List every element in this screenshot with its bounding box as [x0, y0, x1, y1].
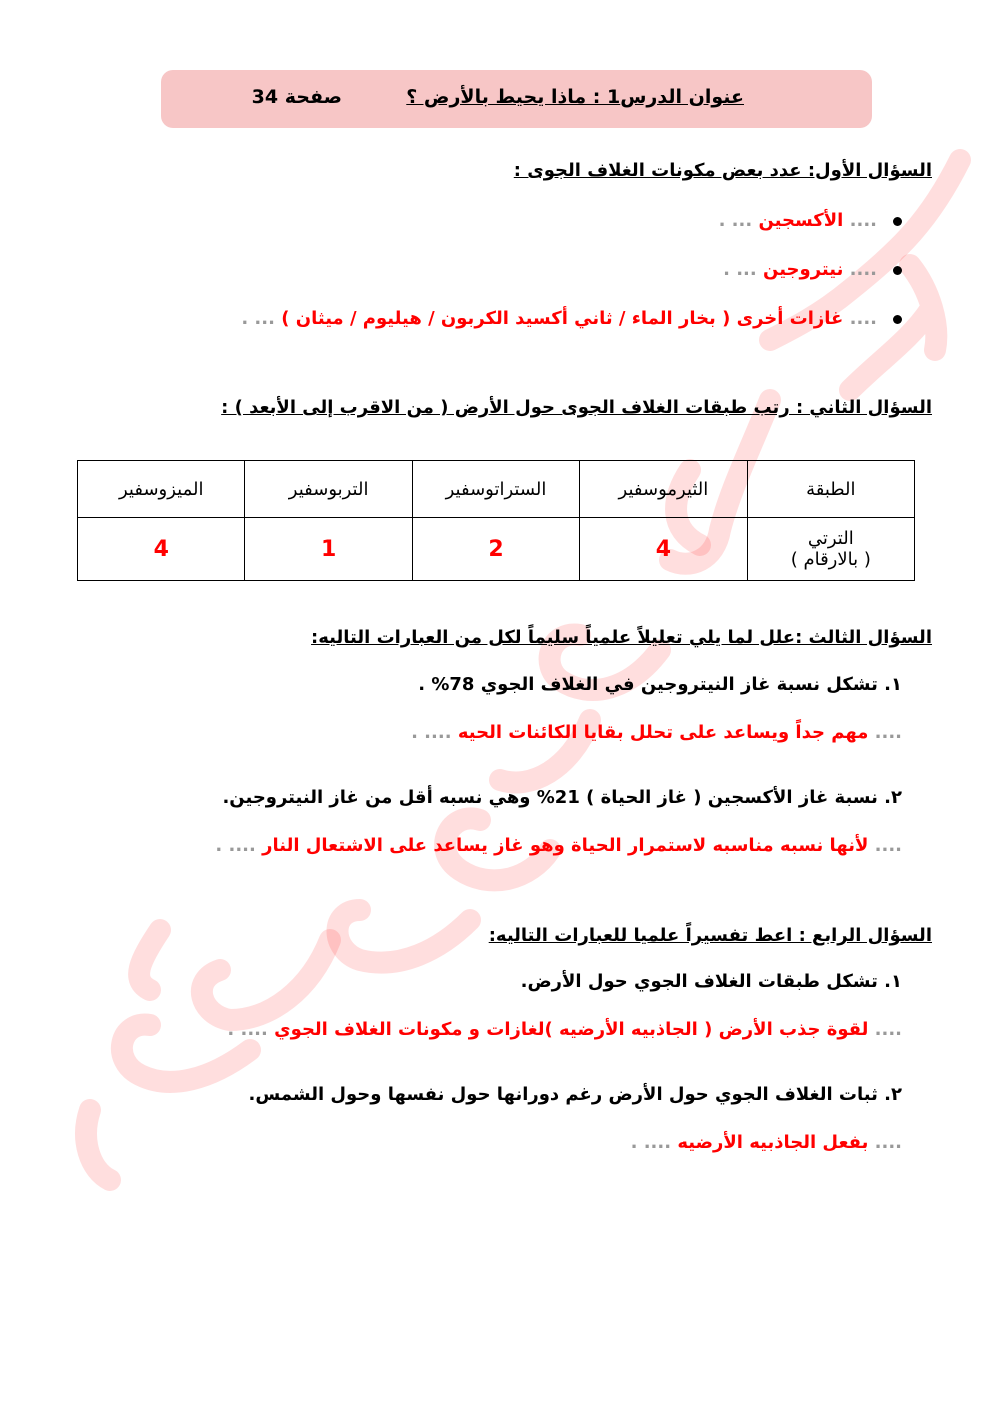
table-cell: 1	[245, 518, 412, 581]
q4-answer: .... بفعل الجاذبيه الأرضيه .... .	[630, 1132, 902, 1153]
q3-title: السؤال الثالث :علل لما يلي تعليلاً علمياً سليماً لكل من العبارات التاليه:	[311, 627, 932, 648]
bullet-icon	[893, 266, 902, 275]
q1-item: .... نيتروجين ... .	[723, 259, 902, 280]
lesson-header	[161, 70, 872, 128]
table-cell: الستراتوسفير	[412, 461, 579, 518]
q2-title: السؤال الثاني : رتب طبقات الغلاف الجوى حول الأرض ( من الاقرب إلى الأبعد ) :	[221, 397, 932, 418]
layers-table	[77, 460, 915, 581]
q1-item: .... الأكسجين ... .	[719, 210, 902, 231]
table-header-cell	[747, 518, 914, 581]
order-label: الترتي	[807, 528, 854, 549]
q4-title: السؤال الرابع : اعط تفسيراً علميا للعبارات التاليه:	[488, 925, 932, 946]
table-cell: 4	[580, 518, 747, 581]
q1-item: .... غازات أخرى ( بخار الماء / ثاني أكسيد الكربون / هيليوم / ميثان ) ... .	[241, 308, 902, 329]
q3-answer: .... لأنها نسبه مناسبه لاستمرار الحياة وهو غاز يساعد على الاشتعال النار .... .	[215, 835, 902, 856]
bullet-icon	[893, 217, 902, 226]
table-cell: 4	[78, 518, 245, 581]
table-row	[78, 518, 915, 581]
q4-answer: .... لقوة جذب الأرض ( الجاذبيه الأرضيه )لغازات و مكونات الغلاف الجوي .... .	[227, 1019, 902, 1040]
order-label-sub: ( بالارقام )	[790, 549, 871, 570]
q3-statement: ١. تشكل نسبة غاز النيتروجين في الغلاف الجوي 78% .	[418, 674, 902, 695]
table-row	[78, 461, 915, 518]
q4-statement: ١. تشكل طبقات الغلاف الجوي حول الأرض.	[520, 971, 902, 992]
bullet-icon	[893, 315, 902, 324]
table-cell: التربوسفير	[245, 461, 412, 518]
table-header-cell: الطبقة	[747, 461, 914, 518]
page-number: صفحة 34	[251, 86, 342, 108]
lesson-title: عنوان الدرس1 : ماذا يحيط بالأرض ؟	[406, 86, 744, 108]
table-cell: 2	[412, 518, 579, 581]
q3-statement: ٢. نسبة غاز الأكسجين ( غاز الحياة ) 21% وهي نسبه أقل من غاز النيتروجين.	[222, 787, 902, 808]
table-cell: الميزوسفير	[78, 461, 245, 518]
q3-answer: .... مهم جداً ويساعد على تحلل بقايا الكائنات الحيه .... .	[411, 722, 902, 743]
q4-statement: ٢. ثبات الغلاف الجوي حول الأرض رغم دورانها حول نفسها وحول الشمس.	[248, 1084, 902, 1105]
table-cell: الثيرموسفير	[580, 461, 747, 518]
q1-title: السؤال الأول: عدد بعض مكونات الغلاف الجوى :	[513, 160, 932, 181]
